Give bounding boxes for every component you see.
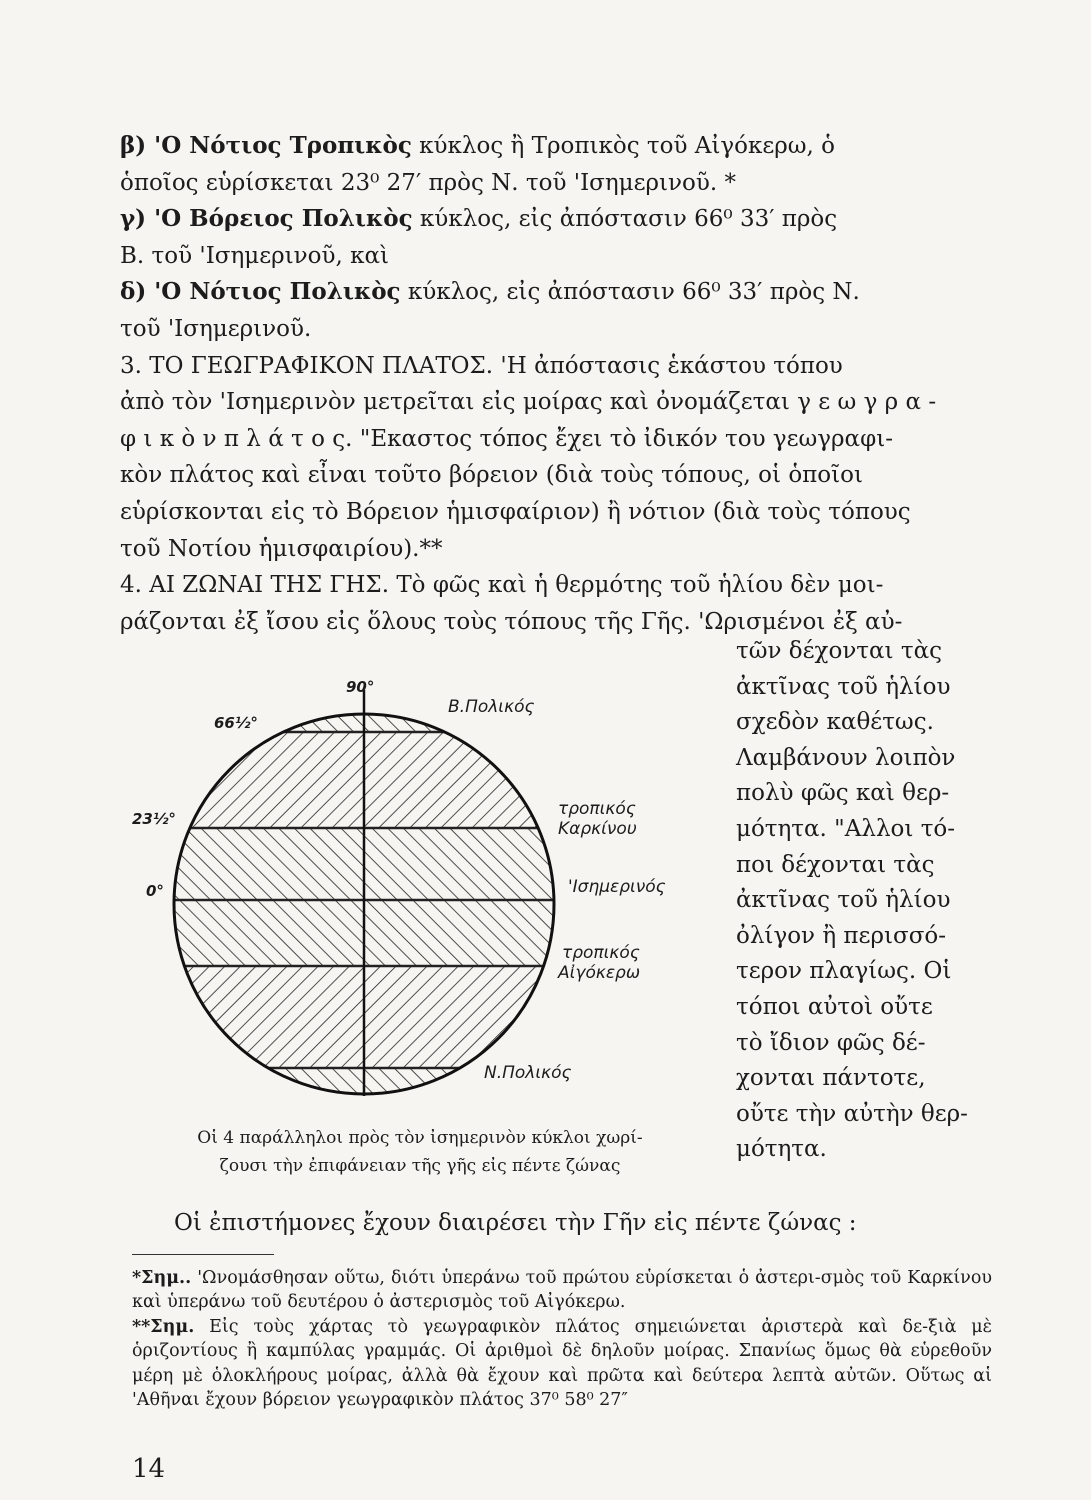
torrid-zone-north (158, 828, 578, 900)
footnote-mark: *Σημ.. (132, 1268, 192, 1288)
page-number: 14 (132, 1454, 166, 1484)
label-tropic-capricorn-1: τροπικός (562, 943, 640, 963)
side-text-column (736, 634, 990, 1168)
zones-sentence: Οἱ ἐπιστήμονες ἔχουν διαιρέσει τὴν Γῆν εἰς πέντε ζώνας : (174, 1210, 857, 1236)
caption-line: Οἱ 4 παράλληλοι πρὸς τὸν ἰσημερινὸν κύκλοι χωρί- (197, 1128, 643, 1148)
footnote-text: 'Ωνομάσθησαν οὕτω, διότι ὑπεράνω τοῦ πρώτου εὑρίσκεται ὁ ἀστερι-σμὸς τοῦ Καρκίνου καὶ ὑπεράνω τοῦ δευτέρου ὁ ἀστερισμὸς τοῦ Αἰγόκερω. (132, 1268, 992, 1313)
label-north-polar: Β.Πολικός (448, 697, 535, 717)
side-line: σχεδὸν καθέτως. (736, 709, 934, 736)
side-line: μότητα. "Αλλοι τό- (736, 815, 956, 842)
side-line: μότητα. (736, 1136, 827, 1163)
text-line: ράζονται ἐξ ἴσου εἰς ὅλους τοὺς τόπους τῆς Γῆς. 'Ωρισμένοι ἐξ αὐ- (120, 608, 903, 635)
side-line: ποι δέχονται τὰς (736, 851, 935, 878)
label-equator: 'Ισημερινός (568, 877, 666, 897)
text-line: Β. τοῦ 'Ισημερινοῦ, καὶ (120, 242, 390, 269)
heading-bold: γ) 'Ο Βόρειος Πολικὸς (120, 205, 413, 233)
caption-line: ζουσι τὴν ἐπιφάνειαν τῆς γῆς εἰς πέντε ζώνας (219, 1156, 621, 1176)
text-line: φ ι κ ὸ ν π λ ά τ ο ς. "Εκαστος τόπος ἔχει τὸ ἰδικόν του γεωγραφι- (120, 425, 893, 452)
label-tropic-cancer-1: τροπικός (558, 799, 636, 819)
side-line: χονται πάντοτε, (736, 1065, 926, 1092)
text-line: τοῦ 'Ισημερινοῦ. (120, 315, 312, 342)
zone-bands (158, 698, 578, 1098)
text-line: ὁποῖος εὑρίσκεται 23⁰ 27′ πρὸς Ν. τοῦ 'Ισημερινοῦ. * (120, 169, 736, 196)
line-text: κύκλος, εἰς ἀπόστασιν 66⁰ 33′ πρὸς (412, 206, 838, 233)
side-line: ἀκτῖνας τοῦ ἡλίου (736, 673, 951, 700)
heading-bold: δ) 'Ο Νότιος Πολικὸς (120, 278, 401, 306)
text-line: 3. ΤΟ ΓΕΩΓΡΑΦΙΚΟΝ ΠΛΑΤΟΣ. 'Η ἀπόστασις ἑκάστου τόπου (120, 352, 843, 379)
text-line: ἀπὸ τὸν 'Ισημερινὸν μετρεῖται εἰς μοίρας καὶ ὀνομάζεται γ ε ω γ ρ α - (120, 389, 937, 416)
side-line: τερον πλαγίως. Οἱ (736, 958, 952, 985)
label-south-polar: Ν.Πολικός (484, 1063, 572, 1083)
text-line: κὸν πλάτος καὶ εἶναι τοῦτο βόρειον (διὰ τοὺς τόπους, οἱ ὁποῖοι (120, 462, 864, 489)
label-tropic-cancer-2: Καρκίνου (558, 819, 637, 839)
footnote-divider (132, 1254, 274, 1255)
text-line: εὑρίσκονται εἰς τὸ Βόρειον ἡμισφαίριον) ἢ νότιον (διὰ τοὺς τόπους (120, 498, 911, 525)
earth-zones-figure (118, 668, 678, 1098)
footnote-mark: **Σημ. (132, 1316, 195, 1337)
footnote-text: Εἰς τοὺς χάρτας τὸ γεωγραφικὸν πλάτος σημειώνεται ἀριστερὰ καὶ δε-ξιὰ μὲ ὁριζοντίους ἢ καμπύλας γραμμάς. Οἱ ἀριθμοὶ δὲ δηλοῦν μοίρας. Σπανίως ὅμως θὰ εὑρεθοῦν μέρη μὲ ὁλοκλήρους μοίρας, ἀλλὰ θὰ ἔχουν καὶ πρῶτα καὶ δεύτερα λεπτὰ αὐτῶν. Οὕτως αἱ 'Αθῆναι ἔχουν βόρειον γεωγραφικὸν πλάτος 37⁰ 58⁰ 27″ (132, 1316, 992, 1411)
side-line: ὀλίγον ἢ περισσό- (736, 922, 947, 949)
text-line (120, 274, 988, 311)
label-90-degrees: 90° (346, 678, 375, 696)
text-line: 4. ΑΙ ΖΩΝΑΙ ΤΗΣ ΓΗΣ. Τὸ φῶς καὶ ἡ θερμότης τοῦ ἡλίου δὲν μοι- (120, 572, 884, 599)
footnote (132, 1315, 992, 1413)
line-text: κύκλος ἢ Τροπικὸς τοῦ Αἰγόκερω, ὁ (411, 133, 836, 159)
footnote (132, 1266, 992, 1315)
globe-diagram (118, 668, 678, 1098)
side-line: τόποι αὐτοὶ οὔτε (736, 993, 933, 1020)
heading-bold: β) 'Ο Νότιος Τροπικὸς (120, 132, 412, 159)
footnotes-block (132, 1266, 992, 1412)
line-text: κύκλος, εἰς ἀπόστασιν 66⁰ 33′ πρὸς Ν. (400, 279, 860, 306)
side-line: τὸ ἴδιον φῶς δέ- (736, 1029, 926, 1056)
side-line: ἀκτῖνας τοῦ ἡλίου (736, 887, 951, 914)
text-line (120, 201, 988, 238)
side-line: οὔτε τὴν αὐτὴν θερ- (736, 1100, 968, 1127)
label-23-degrees: 23½° (132, 810, 176, 828)
label-66-degrees: 66½° (214, 714, 258, 732)
label-0-degrees: 0° (146, 882, 164, 900)
side-line: τῶν δέχονται τὰς (736, 638, 943, 664)
label-tropic-capricorn-2: Αἰγόκερω (558, 963, 641, 983)
text-line (120, 128, 988, 165)
text-line: τοῦ Νοτίου ἡμισφαιρίου).** (120, 535, 443, 562)
side-line: Λαμβάνουν λοιπὸν (736, 744, 956, 771)
figure-caption (130, 1124, 710, 1180)
side-line: πολὺ φῶς καὶ θερ- (736, 780, 950, 807)
torrid-zone-south (158, 900, 578, 966)
main-text-block (120, 128, 988, 640)
